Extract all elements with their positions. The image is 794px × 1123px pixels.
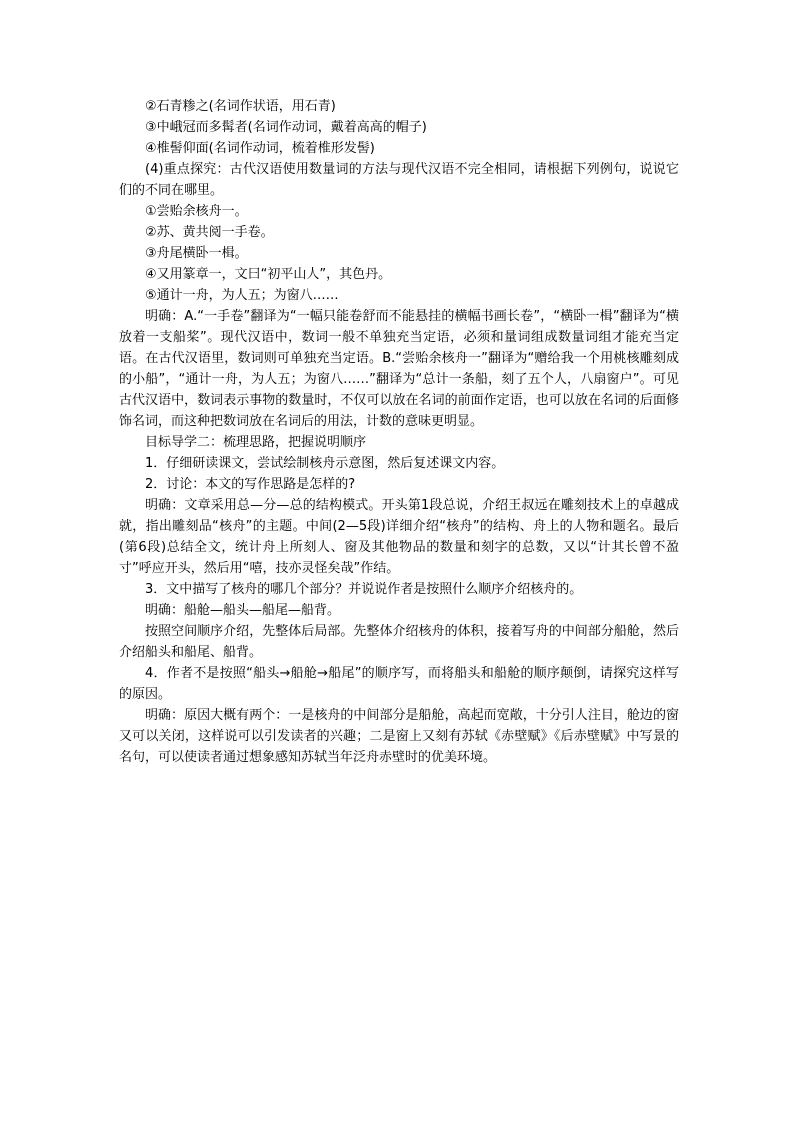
paragraph-example-2: ②石青糁之(名词作状语，用石青)	[145, 99, 336, 114]
paragraph-answer-parts: 明确：船舱—船头—船尾—船背。	[145, 603, 341, 618]
paragraph-question-3: 3．文中描写了核舟的哪几个部分？并说说作者是按照什么顺序介绍核舟的。	[145, 582, 583, 597]
paragraph-question-1: 1．仔细研读课文，尝试绘制核舟示意图，然后复述课文内容。	[145, 456, 505, 471]
paragraph-question-2: 2．讨论：本文的写作思路是怎样的?	[145, 477, 356, 492]
paragraph-example-3: ③中峨冠而多髯者(名词作动词，戴着高高的帽子)	[145, 120, 427, 135]
paragraph-answer-order: 按照空间顺序介绍，先整体后局部。先整体介绍核舟的体积，接着写舟的中间部分船舱，然后介绍船头和船尾、船背。	[119, 624, 679, 660]
paragraph-goal-two-heading: 目标导学二：梳理思路，把握说明顺序	[145, 435, 367, 450]
paragraph-key-inquiry: (4)重点探究：古代汉语使用数量词的方法与现代汉语不完全相同，请根据下列例句，说说它们的不同在哪里。	[119, 162, 679, 198]
paragraph-answer-numerals: 明确：A.“一手卷”翻译为“一幅只能卷舒而不能悬挂的横幅书画长卷”，“横卧一楫”翻译为“横放着一支船桨”。现代汉语中，数词一般不单独充当定语，必须和量词组成数量词组才能充当定语。在古代汉语里，数词则可单独充当定语。B.“尝贻余核舟一”翻译为“赠给我一个用桃核雕刻成的小船”，“通计一舟，为人五；为窗八……”翻译为“总计一条船，刻了五个人，八扇窗户”。可见古代汉语中，数词表示事物的数量时，不仅可以放在名词的前面作定语，也可以放在名词的后面修饰名词，而这种把数词放在名词后的用法，计数的意味更明显。	[119, 309, 679, 429]
paragraph-sentence-2: ②苏、黄共阅一手卷。	[145, 225, 274, 240]
paragraph-sentence-3: ③舟尾横卧一楫。	[145, 246, 248, 261]
paragraph-answer-reason: 明确：原因大概有两个：一是核舟的中间部分是船舱，高起而宽敞，十分引人注目，舱边的窗又可以关闭，这样说可以引发读者的兴趣；二是窗上又刻有苏轼《赤壁赋》《后赤壁赋》中写景的名句，可以使读者通过想象感知苏轼当年泛舟赤壁时的优美环境。	[119, 708, 679, 765]
paragraph-sentence-4: ④又用篆章一，文曰“初平山人”，其色丹。	[145, 267, 392, 282]
paragraph-example-4: ④椎髻仰面(名词作动词，梳着椎形发髻)	[145, 141, 375, 156]
document-body	[119, 96, 679, 768]
paragraph-question-4: 4．作者不是按照“船头→船舱→船尾”的顺序写，而将船头和船舱的顺序颠倒，请探究这样写的原因。	[119, 666, 679, 702]
paragraph-answer-structure: 明确：文章采用总—分—总的结构模式。开头第1段总说，介绍王叔远在雕刻技术上的卓越成就，指出雕刻品“核舟”的主题。中间(2—5段)详细介绍“核舟”的结构、舟上的人物和题名。最后(第6段)总结全文，统计舟上所刻人、窗及其他物品的数量和刻字的总数，又以“计其长曾不盈寸”呼应开头，然后用“嘻，技亦灵怪矣哉”作结。	[119, 498, 679, 576]
paragraph-sentence-5: ⑤通计一舟，为人五；为窗八……	[145, 288, 339, 303]
paragraph-sentence-1: ①尝贻余核舟一。	[145, 204, 248, 219]
